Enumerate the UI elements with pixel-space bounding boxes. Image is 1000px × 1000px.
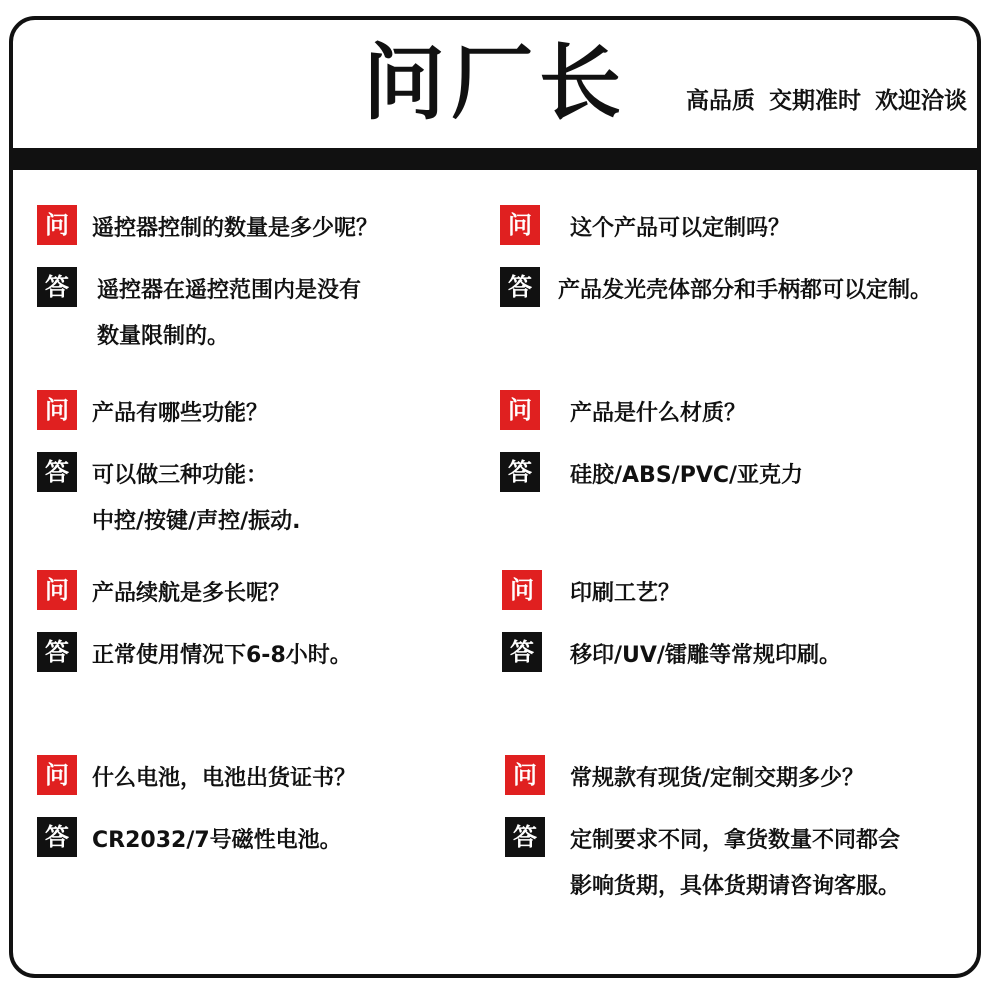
answer-text	[92, 633, 502, 679]
question-row	[37, 390, 497, 452]
slogan-quality: 高品质	[686, 88, 755, 114]
question-row	[37, 205, 497, 267]
answer-line: 硅胶/ABS/PVC/亚克力	[570, 463, 804, 488]
qa-item-8	[505, 755, 965, 899]
question-row	[37, 570, 497, 632]
answer-line: 正常使用情况下6-8小时。	[92, 643, 352, 668]
question-text: 这个产品可以定制吗？	[570, 216, 791, 241]
answer-line: 中控/按键/声控/振动.	[92, 509, 301, 534]
qa-item-1	[37, 205, 497, 349]
question-badge: 问	[502, 570, 542, 610]
answer-text	[570, 633, 980, 679]
question-badge: 问	[37, 755, 77, 795]
answer-line: 定制要求不同，拿货数量不同都会	[570, 828, 901, 853]
answer-text	[92, 818, 502, 864]
answer-badge: 答	[505, 817, 545, 857]
question-row	[505, 755, 965, 817]
slogan-welcome: 欢迎洽谈	[875, 88, 967, 114]
answer-line: 产品发光壳体部分和手柄都可以定制。	[558, 278, 933, 303]
question-text: 产品续航是多长呢？	[92, 581, 291, 606]
qa-item-6	[502, 570, 962, 668]
answer-line: 可以做三种功能：	[92, 463, 269, 488]
question-text: 什么电池，电池出货证书？	[92, 766, 357, 791]
question-badge: 问	[37, 570, 77, 610]
question-row	[37, 755, 497, 817]
answer-badge: 答	[502, 632, 542, 672]
qa-item-4	[500, 390, 960, 488]
question-row	[500, 205, 980, 267]
question-row	[500, 390, 960, 452]
answer-line: 影响货期，具体货期请咨询客服。	[570, 874, 901, 899]
answer-text	[570, 818, 970, 910]
answer-text	[92, 453, 502, 545]
answer-badge: 答	[37, 267, 77, 307]
question-badge: 问	[500, 205, 540, 245]
header-divider-bar	[13, 148, 977, 170]
question-badge: 问	[500, 390, 540, 430]
qa-item-2	[500, 205, 980, 303]
qa-item-5	[37, 570, 497, 668]
question-badge: 问	[37, 390, 77, 430]
answer-text	[570, 453, 980, 499]
question-text: 产品有哪些功能？	[92, 401, 269, 426]
question-badge: 问	[37, 205, 77, 245]
answer-text	[558, 268, 978, 314]
answer-line: CR2032/7号磁性电池。	[92, 828, 342, 853]
qa-item-7	[37, 755, 497, 853]
answer-badge: 答	[500, 267, 540, 307]
page-frame	[9, 16, 981, 978]
slogan	[686, 86, 967, 116]
question-text: 印刷工艺？	[570, 581, 681, 606]
slogan-delivery: 交期准时	[769, 88, 861, 114]
question-text: 常规款有现货/定制交期多少？	[570, 766, 865, 791]
qa-item-3	[37, 390, 497, 534]
question-row	[502, 570, 962, 632]
answer-line: 数量限制的。	[97, 324, 230, 349]
answer-badge: 答	[500, 452, 540, 492]
answer-badge: 答	[37, 817, 77, 857]
answer-badge: 答	[37, 452, 77, 492]
answer-line: 遥控器在遥控范围内是没有	[97, 278, 362, 303]
question-badge: 问	[505, 755, 545, 795]
question-text: 遥控器控制的数量是多少呢？	[92, 216, 379, 241]
answer-badge: 答	[37, 632, 77, 672]
page-title: 问厂长	[362, 36, 627, 131]
question-text: 产品是什么材质？	[570, 401, 747, 426]
answer-text	[97, 268, 507, 360]
answer-line: 移印/UV/镭雕等常规印刷。	[570, 643, 841, 668]
